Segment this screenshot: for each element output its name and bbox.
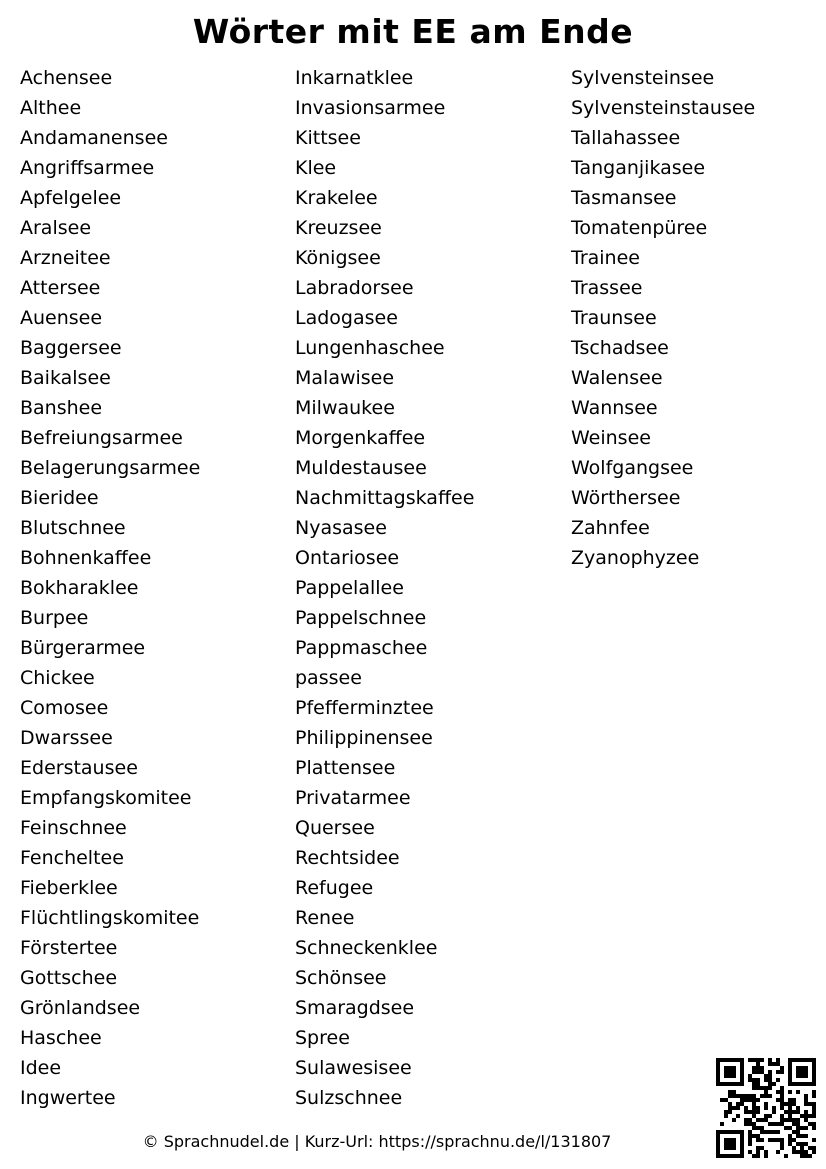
word-item: Althee (20, 97, 82, 119)
word-item: Achensee (20, 67, 113, 89)
word-item: Sylvensteinstausee (571, 97, 756, 119)
word-item: Schönsee (295, 967, 387, 989)
word-item: Trainee (571, 247, 640, 269)
word-item: Sulzschnee (295, 1087, 403, 1109)
word-item: Bohnenkaffee (20, 547, 152, 569)
word-item: Tasmansee (571, 187, 677, 209)
word-item: Pappelallee (295, 577, 404, 599)
word-item: Arzneitee (20, 247, 111, 269)
word-item: Malawisee (295, 367, 395, 389)
word-item: Wannsee (571, 397, 658, 419)
word-item: Empfangskomitee (20, 787, 192, 809)
word-item: Schneckenklee (295, 937, 438, 959)
word-item: Nyasasee (295, 517, 387, 539)
word-item: Lungenhaschee (295, 337, 445, 359)
word-item: Pappelschnee (295, 607, 427, 629)
word-item: Spree (295, 1027, 350, 1049)
word-item: Apfelgelee (20, 187, 122, 209)
page-title: Wörter mit EE am Ende (192, 12, 634, 51)
word-item: Ingwertee (20, 1087, 116, 1109)
word-item: Ontariosee (295, 547, 400, 569)
word-item: Weinsee (571, 427, 651, 449)
word-item: Nachmittagskaffee (295, 487, 475, 509)
word-item: Trassee (571, 277, 643, 299)
word-column-3 (571, 63, 755, 573)
word-item: Smaragdsee (295, 997, 415, 1019)
word-item: Angriffsarmee (20, 157, 155, 179)
word-item: Königsee (295, 247, 381, 269)
word-item: Pfefferminztee (295, 697, 434, 719)
word-item: Förstertee (20, 937, 118, 959)
word-item: Belagerungsarmee (20, 457, 201, 479)
word-column-2 (295, 63, 474, 1113)
word-item: Bieridee (20, 487, 99, 509)
word-item: Quersee (295, 817, 375, 839)
word-item: Bürgerarmee (20, 637, 146, 659)
word-item: Milwaukee (295, 397, 395, 419)
word-item: Zyanophyzee (571, 547, 700, 569)
word-item: Gottschee (20, 967, 118, 989)
word-item: Befreiungsarmee (20, 427, 183, 449)
word-item: Grönlandsee (20, 997, 141, 1019)
footer-credit: © Sprachnudel.de | Kurz-Url: https://sprachnu.de/l/131807 (142, 1132, 612, 1151)
word-item: Sulawesisee (295, 1057, 412, 1079)
word-item: Blutschnee (20, 517, 126, 539)
word-item: Rechtsidee (295, 847, 400, 869)
word-item: Andamanensee (20, 127, 168, 149)
word-item: Feinschnee (20, 817, 127, 839)
word-item: Inkarnatklee (295, 67, 414, 89)
word-item: Banshee (20, 397, 103, 419)
word-item: Refugee (295, 877, 374, 899)
word-item: Comosee (20, 697, 109, 719)
word-item: Dwarssee (20, 727, 113, 749)
word-item: Idee (20, 1057, 62, 1079)
word-item: Privatarmee (295, 787, 411, 809)
word-item: Baikalsee (20, 367, 111, 389)
word-item: Wolfgangsee (571, 457, 694, 479)
word-item: Krakelee (295, 187, 378, 209)
word-item: Tanganjikasee (571, 157, 706, 179)
word-item: Tallahassee (571, 127, 681, 149)
word-item: Tschadsee (571, 337, 669, 359)
word-item: Attersee (20, 277, 101, 299)
word-item: Sylvensteinsee (571, 67, 715, 89)
word-item: Morgenkaffee (295, 427, 426, 449)
word-item: Ladogasee (295, 307, 398, 329)
word-item: Walensee (571, 367, 663, 389)
word-item: Muldestausee (295, 457, 427, 479)
word-item: Bokharaklee (20, 577, 139, 599)
qr-code-icon[interactable] (716, 1058, 816, 1158)
word-item: Plattensee (295, 757, 396, 779)
word-item: Tomatenpüree (571, 217, 708, 239)
word-item: Traunsee (571, 307, 657, 329)
word-item: passee (295, 667, 362, 689)
word-item: Zahnfee (571, 517, 650, 539)
word-item: Baggersee (20, 337, 122, 359)
word-item: Ederstausee (20, 757, 138, 779)
word-column-1 (20, 63, 200, 1113)
word-item: Invasionsarmee (295, 97, 446, 119)
word-item: Flüchtlingskomitee (20, 907, 200, 929)
word-item: Haschee (20, 1027, 102, 1049)
word-item: Wörthersee (571, 487, 681, 509)
word-item: Kreuzsee (295, 217, 382, 239)
word-item: Auensee (20, 307, 103, 329)
word-item: Aralsee (20, 217, 92, 239)
word-item: Fieberklee (20, 877, 118, 899)
word-item: Philippinensee (295, 727, 433, 749)
word-item: Kittsee (295, 127, 361, 149)
word-item: Pappmaschee (295, 637, 428, 659)
word-item: Labradorsee (295, 277, 414, 299)
word-item: Fencheltee (20, 847, 124, 869)
word-item: Burpee (20, 607, 89, 629)
word-item: Klee (295, 157, 337, 179)
word-item: Renee (295, 907, 355, 929)
word-item: Chickee (20, 667, 95, 689)
